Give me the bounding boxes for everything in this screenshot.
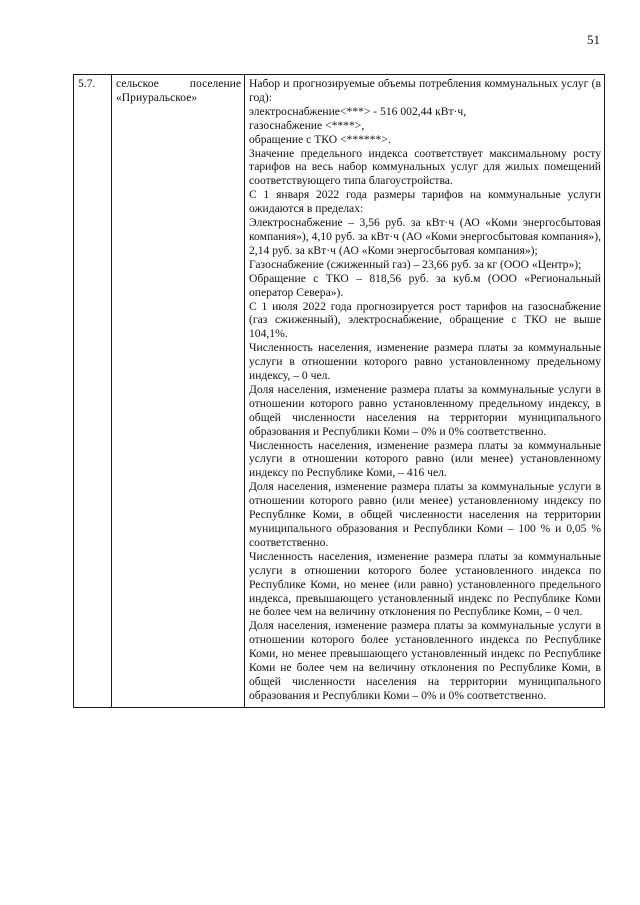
paragraph-electricity-volume: электроснабжение<***> - 516 002,44 кВт·ч, — [249, 104, 467, 118]
paragraph-share-equal-limit: Доля населения, изменение размера платы за коммунальные услуги в отношении которого равно установленному предельному индексу, в общей численности населения на территории муниципального образования и Республики Коми – 0% и 0% соответственно. — [249, 382, 601, 438]
settlement-cell — [112, 75, 245, 708]
paragraph-gas-tariff: Газоснабжение (сжиженный газ) – 23,66 руб. за кг (ООО «Центр»); — [249, 257, 582, 271]
paragraph-tariffs-jan-2022: С 1 января 2022 года размеры тарифов на коммунальные услуги ожидаются в пределах: — [249, 188, 601, 216]
table-row — [74, 75, 605, 708]
row-number-cell — [74, 75, 112, 708]
settlement-name: сельское поселение «Приуральское» — [116, 77, 241, 104]
paragraph-waste-tariff: Обращение с ТКО – 818,56 руб. за куб.м (ООО «Региональный оператор Севера»). — [249, 271, 601, 299]
row-number: 5.7. — [78, 77, 96, 90]
paragraph-electricity-tariff: Электроснабжение – 3,56 руб. за кВт·ч (АО «Коми энергосбытовая компания»), 4,10 руб. за кВт·ч (АО «Коми энергосбытовая компания»), 2,14 руб. за кВт·ч (АО «Коми энергосбытовая компания»); — [249, 216, 601, 257]
paragraph-gas-volume: газоснабжение <****>, — [249, 118, 365, 132]
paragraph-consumption-intro: Набор и прогнозируемые объемы потребления коммунальных услуг (в год): — [249, 77, 601, 104]
page-number: 51 — [587, 32, 600, 47]
tariff-table — [73, 74, 605, 708]
description-cell — [245, 75, 605, 708]
paragraph-index-value: Значение предельного индекса соответствует максимальному росту тарифов на весь набор коммунальных услуг для жилых помещений соответствующего типа благоустройства. — [249, 146, 601, 188]
paragraph-population-equal-limit: Численность населения, изменение размера платы за коммунальные услуги в отношении которого равно установленному предельному индексу, – 0 чел. — [249, 341, 601, 383]
paragraph-tariffs-jul-2022: С 1 июля 2022 года прогнозируется рост тарифов на газоснабжение (газ сжиженный), электроснабжение, обращение с ТКО не выше 104,1%. — [249, 299, 601, 341]
paragraph-population-below-index: Численность населения, изменение размера платы за коммунальные услуги в отношении которого равно (или менее) установленному индексу по Республике Коми, – 416 чел. — [249, 438, 601, 480]
paragraph-share-above-index: Доля населения, изменение размера платы за коммунальные услуги в отношении которого более установленного индекса по Республике Коми, но менее превышающего установленный индекс по Республике Коми не более чем на величину отклонения по Республике Коми, в общей численности населения на территории муниципального образования и Республики Коми – 0% и 0% соответственно. — [249, 619, 601, 702]
paragraph-share-below-index: Доля населения, изменение размера платы за коммунальные услуги в отношении которого равно (или менее) установленному индексу по Республике Коми, в общей численности населения на территории муниципального образования и Республики Коми – 100 % и 0,05 % соответственно. — [249, 480, 601, 549]
paragraph-population-above-index: Численность населения, изменение размера платы за коммунальные услуги в отношении которого более установленного индекса по Республике Коми, но менее (или равно) установленного предельного индекса, превышающего установленный индекс по Республике Коми не более чем на величину отклонения по Республике Коми, – 0 чел. — [249, 549, 601, 619]
paragraph-waste-volume: обращение с ТКО <******>. — [249, 132, 391, 146]
